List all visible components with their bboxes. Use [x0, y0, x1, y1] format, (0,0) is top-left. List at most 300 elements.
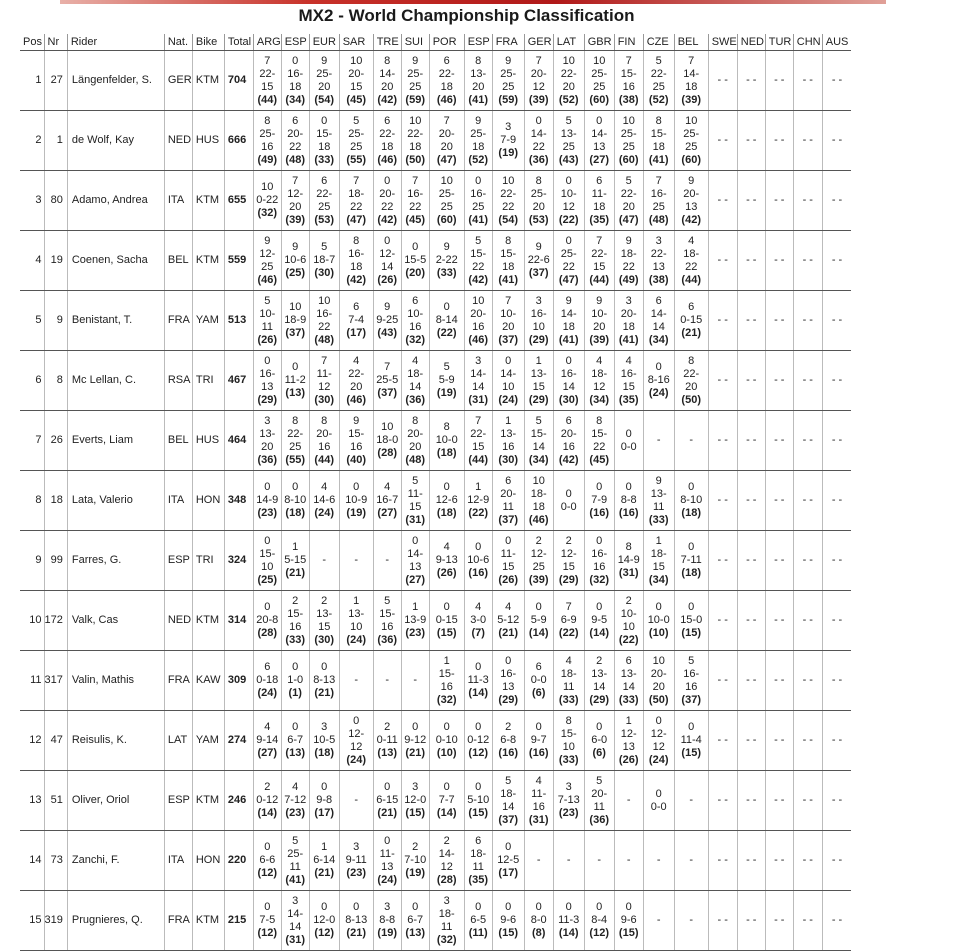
race-points: (49) [618, 273, 639, 286]
position-cell: 10 [20, 591, 44, 651]
race-result-cell [584, 351, 614, 411]
race-result-cell [765, 831, 793, 891]
race-result-cell [524, 411, 553, 471]
race-result-line: 0 [535, 901, 542, 913]
race-result-line: 5-15 [284, 554, 307, 566]
race-result-line: 5-12 [497, 614, 520, 626]
race-result-line: 0 [321, 114, 328, 127]
race-result-cell [584, 771, 614, 831]
race-result-cell [674, 531, 708, 591]
race-points: (45) [346, 93, 366, 106]
race-result-cell [643, 471, 674, 531]
race-result-line: 14 [409, 380, 422, 393]
race-result-cell [674, 411, 708, 471]
race-result-line: - - [831, 614, 843, 626]
race-result-cell [524, 531, 553, 591]
race-result-cell [674, 831, 708, 891]
race-result-cell [339, 231, 373, 291]
race-result-cell [674, 111, 708, 171]
race-result-line: 11 [652, 500, 665, 513]
race-result-cell [524, 111, 553, 171]
race-result-line: 11-4 [680, 734, 702, 746]
race-result-cell [524, 651, 553, 711]
race-result-line: 5 [535, 414, 542, 427]
race-result-cell [309, 51, 339, 111]
race-points: (54) [314, 93, 334, 106]
race-points: (43) [377, 327, 397, 339]
race-result-cell [737, 831, 765, 891]
race-result-cell [373, 291, 401, 351]
race-result-line: 20 [622, 200, 635, 213]
race-result-line: 0 [443, 601, 450, 613]
race-result-line: - - [774, 854, 785, 866]
race-result-cell [793, 51, 822, 111]
race-result-line: 13-9 [404, 614, 427, 626]
bike-cell: HON [192, 831, 224, 891]
number-cell: 19 [44, 231, 67, 291]
race-result-line: 20 [381, 80, 394, 93]
race-points: (41) [468, 213, 488, 226]
race-result-line: 25-5 [376, 374, 399, 386]
race-points: (21) [377, 807, 397, 819]
race-points: (50) [681, 393, 701, 406]
race-points: (29) [589, 693, 609, 706]
race-result-line: 7-4 [348, 314, 365, 326]
total-cell: 215 [224, 891, 253, 951]
race-result-line: - - [717, 674, 728, 686]
race-result-line: 12- [348, 727, 365, 740]
race-result-cell [429, 471, 464, 531]
race-result-line: 2 [384, 721, 391, 733]
race-result-line: 5 [292, 834, 299, 847]
race-result-line: 11 [593, 800, 605, 813]
race-result-line: - - [717, 794, 728, 806]
race-result-line: - - [774, 794, 785, 806]
race-result-cell [401, 891, 429, 951]
race-result-line: 7-10 [404, 854, 427, 866]
race-result-cell [401, 231, 429, 291]
race-result-line: 20- [316, 427, 333, 440]
race-points: (33) [314, 153, 334, 166]
race-result-line: 7 [353, 174, 360, 187]
race-result-cell [584, 711, 614, 771]
race-points: (22) [558, 213, 579, 226]
race-result-line: 16- [530, 307, 547, 320]
race-result-line: - - [774, 614, 785, 626]
rider-cell: Längenfelder, S. [67, 51, 164, 111]
race-points: (25) [285, 267, 305, 279]
race-result-line: 7 [625, 54, 632, 67]
position-cell: 4 [20, 231, 44, 291]
race-result-line: - - [746, 914, 757, 926]
column-header: Pos [20, 34, 44, 51]
race-points: (14) [589, 627, 609, 639]
race-result-line: 18 [472, 140, 485, 153]
race-result-line: 22- [620, 187, 637, 200]
race-points: (44) [314, 453, 334, 466]
race-result-line: 15 [652, 560, 665, 573]
race-points: (13) [285, 387, 305, 399]
race-result-line: 25- [530, 187, 547, 200]
race-result-line: 10 [562, 740, 575, 753]
race-result-cell [765, 411, 793, 471]
rider-cell: Oliver, Oriol [67, 771, 164, 831]
table-row [20, 171, 851, 231]
race-points: (13) [405, 927, 425, 939]
race-result-line: 22- [650, 247, 667, 260]
race-result-cell [429, 771, 464, 831]
race-points: (45) [589, 453, 609, 466]
race-result-line: 12- [620, 727, 637, 740]
race-result-line: 16 [261, 140, 274, 153]
race-result-cell [401, 51, 429, 111]
race-result-line: 6 [596, 174, 603, 187]
race-result-line: 0 [292, 721, 299, 733]
race-result-cell [309, 471, 339, 531]
race-result-cell [401, 111, 429, 171]
race-result-line: 0 [625, 427, 632, 440]
race-result-line: 6 [655, 294, 662, 307]
number-cell: 8 [44, 351, 67, 411]
race-result-line: 5 [264, 294, 271, 307]
race-result-line: 20 [685, 380, 698, 393]
race-result-line: 0 [412, 901, 419, 913]
race-result-line: 11 [562, 680, 575, 693]
race-result-line: 8-8 [620, 494, 637, 506]
race-result-line: - [413, 674, 418, 686]
race-result-cell [492, 51, 524, 111]
race-result-line: 6-6 [259, 854, 276, 866]
race-result-line: 10-5 [313, 734, 336, 746]
total-cell: 513 [224, 291, 253, 351]
race-points: (17) [314, 807, 334, 819]
race-result-line: 9-25 [376, 314, 399, 326]
race-points: (31) [528, 813, 549, 826]
race-result-line: 4 [565, 654, 572, 667]
race-result-line: - [354, 674, 359, 686]
race-result-cell [309, 651, 339, 711]
race-result-cell [584, 291, 614, 351]
race-result-line: 7 [384, 361, 391, 373]
race-result-line: 10 [685, 114, 698, 127]
race-result-line: 12-9 [467, 494, 490, 506]
race-result-line: 1 [475, 481, 482, 493]
race-result-line: - - [746, 614, 757, 626]
rider-cell: Adamo, Andrea [67, 171, 164, 231]
race-points: (32) [257, 207, 278, 219]
race-points: (42) [681, 213, 701, 226]
race-result-cell [614, 591, 643, 651]
race-result-line: 8 [688, 354, 695, 367]
race-result-line: 15 [472, 440, 485, 453]
race-result-cell [253, 411, 281, 471]
position-cell: 15 [20, 891, 44, 951]
rider-cell: Zanchi, F. [67, 831, 164, 891]
race-result-line: 13- [470, 67, 487, 80]
race-result-line: 16- [316, 307, 333, 320]
race-result-cell [793, 711, 822, 771]
table-row [20, 651, 851, 711]
race-result-line: 6-15 [376, 794, 399, 806]
race-result-line: 18- [560, 667, 577, 680]
race-result-line: - - [717, 194, 728, 206]
race-result-line: 1 [655, 534, 662, 547]
race-result-line: 6 [264, 661, 271, 673]
race-result-line: 12 [350, 740, 363, 753]
race-result-line: 0-0 [530, 674, 547, 686]
race-result-line: 10-9 [345, 494, 368, 506]
race-points: (19) [377, 927, 397, 939]
race-result-line: 6-0 [591, 734, 608, 746]
race-points: (22) [618, 633, 639, 646]
race-result-line: 11 [502, 500, 514, 513]
race-result-line: 8-4 [591, 914, 608, 926]
column-header: Bike [192, 34, 224, 51]
race-result-line: 6 [625, 654, 632, 667]
number-cell: 99 [44, 531, 67, 591]
race-result-cell [281, 171, 309, 231]
race-result-line: - - [774, 914, 785, 926]
race-result-line: 20- [348, 67, 365, 80]
race-points: (22) [468, 507, 488, 519]
race-result-line: 16 [472, 320, 485, 333]
nation-cell: ITA [164, 471, 192, 531]
race-result-cell [708, 831, 737, 891]
race-result-line: 16-7 [376, 494, 399, 506]
race-points: (37) [498, 513, 518, 526]
total-cell: 246 [224, 771, 253, 831]
race-result-line: 10 [562, 54, 575, 67]
race-result-line: 14 [562, 380, 575, 393]
race-points: (37) [528, 267, 549, 279]
race-result-line: - - [746, 494, 757, 506]
race-result-line: 6 [475, 834, 482, 847]
race-points: (30) [498, 453, 518, 466]
race-points: (15) [681, 747, 701, 759]
race-points: (32) [436, 693, 457, 706]
column-header: LAT [553, 34, 584, 51]
position-cell: 11 [20, 651, 44, 711]
race-points: (27) [589, 153, 609, 166]
race-result-cell [339, 51, 373, 111]
race-result-line: 14- [683, 67, 700, 80]
race-result-line: 10 [350, 54, 363, 67]
race-result-line: 22- [683, 367, 700, 380]
race-result-cell [643, 111, 674, 171]
race-result-cell [708, 531, 737, 591]
race-result-cell [793, 471, 822, 531]
race-result-line: 8 [443, 421, 450, 433]
race-points: (12) [257, 867, 278, 879]
nation-cell: BEL [164, 411, 192, 471]
race-result-line: - - [774, 374, 785, 386]
race-result-line: 7-9 [591, 494, 608, 506]
rider-cell: Benistant, T. [67, 291, 164, 351]
race-result-line: 10- [560, 187, 577, 200]
race-result-cell [281, 831, 309, 891]
race-result-cell [737, 531, 765, 591]
total-cell: 467 [224, 351, 253, 411]
race-result-line: 22 [472, 260, 485, 273]
race-result-line: 10 [350, 620, 363, 633]
race-result-line: 16 [593, 560, 606, 573]
race-result-cell [309, 591, 339, 651]
table-row [20, 471, 851, 531]
race-result-line: 4 [321, 481, 328, 493]
race-result-line: - [385, 674, 390, 686]
race-result-line: 11- [500, 547, 516, 560]
race-points: (33) [558, 693, 579, 706]
race-result-cell [281, 51, 309, 111]
race-result-cell [401, 651, 429, 711]
race-result-line: - - [802, 674, 813, 686]
table-row [20, 771, 851, 831]
race-result-line: 2 [412, 841, 419, 853]
race-points: (41) [285, 873, 305, 886]
race-points: (27) [405, 573, 425, 586]
race-result-cell [765, 891, 793, 951]
race-result-line: 6-7 [407, 914, 424, 926]
race-result-cell [373, 771, 401, 831]
race-result-cell [524, 351, 553, 411]
race-result-line: 10 [502, 380, 515, 393]
nation-cell: RSA [164, 351, 192, 411]
race-points: (26) [436, 567, 457, 579]
race-result-line: 15 [350, 80, 363, 93]
race-result-line: - - [746, 794, 757, 806]
race-result-line: 10- [259, 307, 276, 320]
race-result-line: 0-0 [560, 500, 577, 513]
race-result-line: 18- [348, 187, 365, 200]
race-result-line: - [656, 434, 661, 446]
race-result-line: 16- [620, 367, 637, 380]
race-result-line: 8 [625, 541, 632, 553]
race-result-line: - - [831, 734, 843, 746]
race-result-cell [253, 831, 281, 891]
race-points: (15) [618, 927, 639, 939]
race-result-cell [674, 171, 708, 231]
race-result-line: 18 [409, 140, 422, 153]
race-result-line: 15 [562, 560, 575, 573]
position-cell: 5 [20, 291, 44, 351]
race-points: (8) [531, 927, 546, 939]
race-result-line: - - [774, 314, 785, 326]
race-points: (24) [498, 393, 518, 406]
race-result-line: - [689, 794, 694, 806]
race-result-line: 10 [532, 320, 545, 333]
race-result-line: 25 [532, 560, 545, 573]
race-points: (55) [285, 453, 305, 466]
race-points: (32) [589, 573, 609, 586]
race-points: (19) [436, 387, 457, 399]
race-points: (31) [618, 567, 639, 579]
race-result-cell [614, 651, 643, 711]
race-result-cell [429, 351, 464, 411]
race-result-line: 14- [591, 127, 608, 140]
race-result-line: 7 [505, 294, 512, 307]
race-result-line: 4 [475, 601, 482, 613]
race-result-cell [584, 891, 614, 951]
race-result-line: 25 [440, 200, 453, 213]
race-result-line: 10 [318, 294, 331, 307]
race-result-line: 8 [353, 234, 360, 247]
race-result-line: 4 [505, 601, 512, 613]
race-result-cell [339, 111, 373, 171]
race-result-cell [822, 831, 851, 891]
race-result-cell [793, 111, 822, 171]
race-result-line: 20- [287, 127, 304, 140]
race-points: (24) [648, 387, 669, 399]
table-row [20, 231, 851, 291]
race-result-cell [553, 291, 584, 351]
race-result-line: 1 [412, 601, 419, 613]
column-header: TRE [373, 34, 401, 51]
rider-cell: Coenen, Sacha [67, 231, 164, 291]
race-points: (42) [377, 213, 397, 226]
race-points: (44) [257, 93, 278, 106]
race-result-line: 8-0 [530, 914, 547, 926]
position-cell: 1 [20, 51, 44, 111]
position-cell: 12 [20, 711, 44, 771]
race-result-line: 20 [532, 200, 545, 213]
race-result-cell [614, 471, 643, 531]
race-result-cell [309, 411, 339, 471]
race-result-cell [674, 771, 708, 831]
race-result-line: 0 [384, 781, 391, 793]
bike-cell: HUS [192, 411, 224, 471]
race-result-line: 15 [261, 80, 274, 93]
race-result-line: 16 [440, 680, 453, 693]
race-result-line: 1 [321, 841, 328, 853]
race-result-line: - - [802, 374, 813, 386]
race-result-line: 14-9 [617, 554, 640, 566]
column-header: SAR [339, 34, 373, 51]
race-result-line: 2 [321, 594, 328, 607]
race-result-cell [643, 711, 674, 771]
column-header: SUI [401, 34, 429, 51]
race-result-line: 20 [472, 80, 485, 93]
race-result-line: 3 [535, 294, 542, 307]
race-points: (29) [528, 333, 549, 346]
race-result-cell [643, 771, 674, 831]
race-result-line: 0 [505, 841, 512, 853]
race-points: (47) [558, 273, 579, 286]
race-result-line: - - [717, 134, 728, 146]
race-result-line: 0 [264, 841, 271, 853]
race-points: (52) [468, 153, 488, 166]
race-points: (59) [498, 93, 518, 106]
race-points: (42) [346, 273, 366, 286]
column-header: ESP [281, 34, 309, 51]
race-result-cell [309, 831, 339, 891]
race-result-line: - - [802, 494, 813, 506]
race-result-cell [401, 531, 429, 591]
race-result-line: 25 [685, 140, 698, 153]
race-points: (37) [681, 693, 701, 706]
race-result-cell [765, 531, 793, 591]
total-cell: 324 [224, 531, 253, 591]
race-result-line: 14- [379, 67, 396, 80]
race-result-line: - - [717, 434, 728, 446]
race-result-line: 22 [622, 260, 635, 273]
race-result-line: 4 [264, 721, 271, 733]
race-result-cell [553, 711, 584, 771]
race-result-cell [822, 291, 851, 351]
race-result-line: 0 [475, 721, 482, 733]
race-result-line: 0 [688, 601, 695, 613]
race-result-cell [492, 291, 524, 351]
race-result-line: 13 [261, 380, 274, 393]
